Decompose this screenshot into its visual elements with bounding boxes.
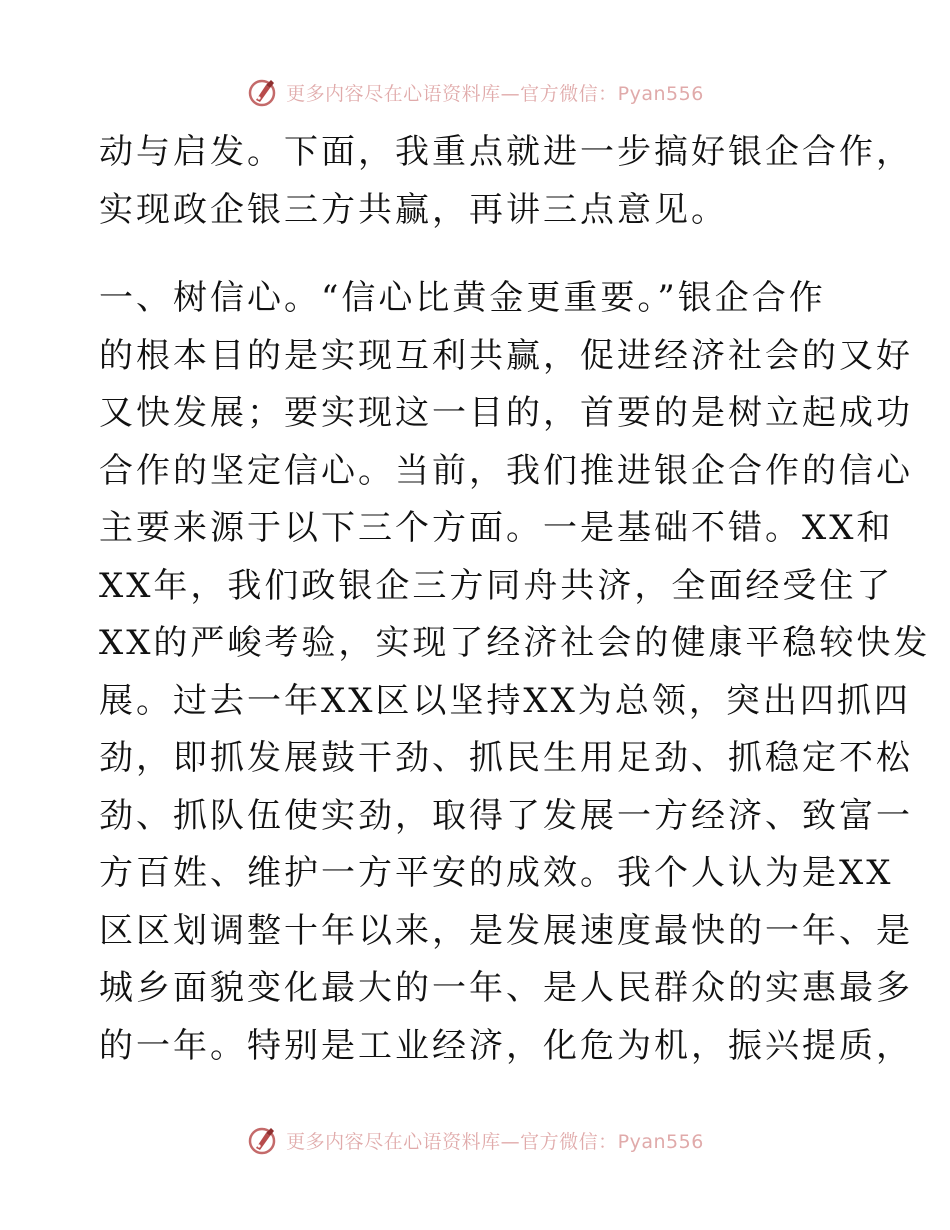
pen-nib-seal-icon bbox=[246, 1124, 278, 1156]
text-line: 实现政企银三方共赢，再讲三点意见。 bbox=[99, 189, 728, 230]
text-line: 又快发展；要实现这一目的，首要的是树立起成功 bbox=[99, 393, 913, 433]
text-line: 合作的坚定信心。当前，我们推进银企合作的信心 bbox=[99, 450, 913, 491]
document-body bbox=[99, 124, 931, 1075]
header-watermark bbox=[0, 72, 950, 112]
text-line: 展。过去一年XX区以坚持XX为总领，突出四抓四 bbox=[99, 680, 911, 721]
paragraph bbox=[99, 124, 913, 239]
pen-nib-seal-icon bbox=[246, 76, 278, 108]
text-line: 的一年。特别是工业经济，化危为机，振兴提质， bbox=[99, 1025, 913, 1066]
text-line: 方百姓、维护一方平安的成效。我个人认为是XX bbox=[99, 853, 894, 893]
paragraph bbox=[99, 270, 931, 1075]
paragraph-gap bbox=[99, 239, 859, 270]
text-line: 主要来源于以下三个方面。一是基础不错。XX和 bbox=[99, 508, 894, 548]
text-line: 城乡面貌变化最大的一年、是人民群众的实惠最多 bbox=[99, 968, 913, 1008]
text-line: 的根本目的是实现互利共赢，促进经济社会的又好 bbox=[99, 335, 913, 376]
footer-watermark bbox=[0, 1120, 950, 1160]
watermark-text: 更多内容尽在心语资料库—官方微信：Pyan556 bbox=[286, 1130, 704, 1153]
text-line: 劲、抓队伍使实劲，取得了发展一方经济、致富一 bbox=[99, 795, 913, 836]
text-line: 区区划调整十年以来，是发展速度最快的一年、是 bbox=[99, 910, 913, 951]
text-line: 一、树信心。“信心比黄金更重要。”银企合作 bbox=[99, 278, 826, 318]
watermark-text: 更多内容尽在心语资料库—官方微信：Pyan556 bbox=[286, 82, 704, 105]
text-line: 劲，即抓发展鼓干劲、抓民生用足劲、抓稳定不松 bbox=[99, 738, 913, 778]
text-line: XX的严峻考验，实现了经济社会的健康平稳较快发 bbox=[99, 623, 931, 663]
text-line: XX年，我们政银企三方同舟共济，全面经受住了 bbox=[99, 565, 894, 606]
text-line: 动与启发。下面，我重点就进一步搞好银企合作， bbox=[99, 132, 913, 172]
